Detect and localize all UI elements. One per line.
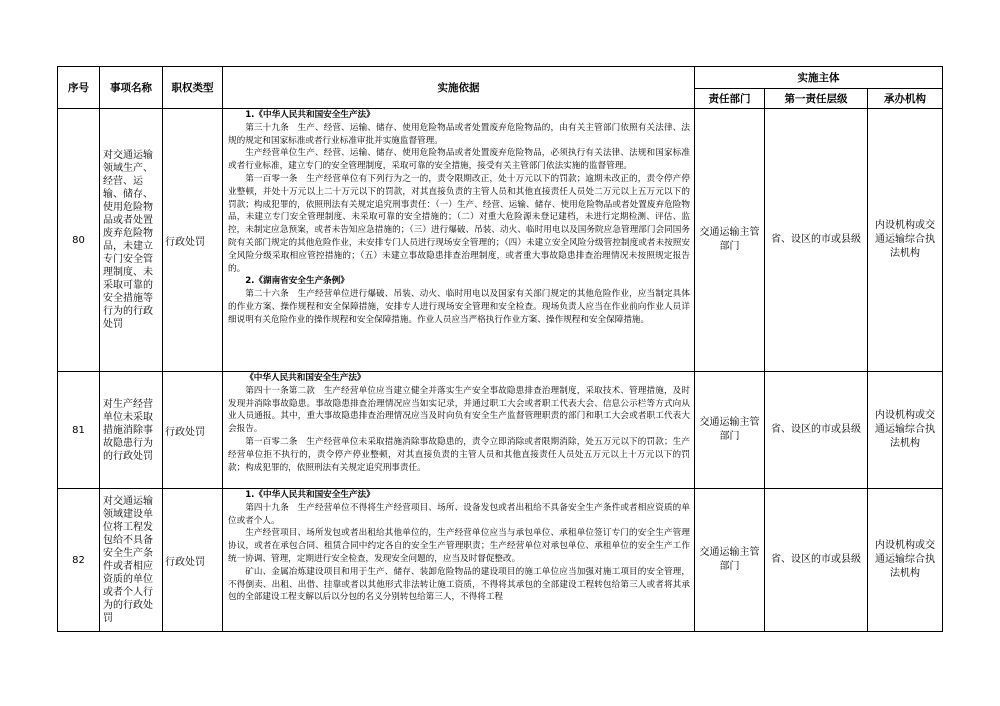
law-clause: 第三十九条 生产、经营、运输、储存、使用危险物品或者处置废弃危险物品的，由有关主管部门依照有关法律、法规的规定和国家标准或者行业标准审批并实施监督管理。 xyxy=(228,122,690,146)
law-clause: 第四十九条 生产经营单位不得将生产经营项目、场所、设备发包或者出租给不具备安全生产条件或者相应资质的单位或者个人。 xyxy=(228,502,690,526)
handling-org: 内设机构或交通运输综合执法机构 xyxy=(868,109,943,372)
law-clause: 第一百零二条 生产经营单位未采取措施消除事故隐患的，责令立即消除或者限期消除，处五万元以下的罚款；生产经营单位拒不执行的，责令停产停业整顿，对其直接负责的主管人员和其他直接责任人员处五万元以上十万元以下的罚款；构成犯罪的，依照刑法有关规定追究刑事责任。 xyxy=(228,436,690,473)
responsibility-level: 省、设区的市或县级 xyxy=(765,372,868,489)
responsibility-level: 省、设区的市或县级 xyxy=(765,489,868,632)
authority-type: 行政处罚 xyxy=(163,489,223,632)
header-no: 序号 xyxy=(58,67,100,109)
table-row xyxy=(58,372,943,489)
law-clause: 第二十六条 生产经营单位进行爆破、吊装、动火、临时用电以及国家有关部门规定的其他危险作业，应当制定具体的作业方案、操作规程和安全保障措施，安排专人进行现场安全管理和安全检查。现场负责人应当在作业前向作业人员详细说明有关危险作业的操作规程和安全保障措施。作业人员应当严格执行作业方案、操作规程和安全保障措施。 xyxy=(228,289,690,325)
law-title: 2.《湖南省安全生产条例》 xyxy=(245,276,349,287)
law-clause: 第四十一条第二款 生产经营单位应当建立健全并落实生产安全事故隐患排查治理制度，采取技术、管理措施，及时发现并消除事故隐患。事故隐患排查治理情况应当如实记录，并通过职工大会或者职工代表大会、信息公示栏等方式向从业人员通报。其中，重大事故隐患排查治理情况应当及时向负有安全生产监督管理职责的部门和职工大会或者职工代表大会报告。 xyxy=(228,385,690,435)
authority-type: 行政处罚 xyxy=(163,109,223,372)
law-clause: 矿山、金属冶炼建设项目和用于生产、储存、装卸危险物品的建设项目的施工单位应当加强对施工项目的安全管理，不得倒卖、出租、出借、挂靠或者以其他形式非法转让施工资质，不得将其承包的全部建设工程转包给第三人或者将其承包的全部建设工程支解以后以分包的名义分别转包给第三人，不得将工程 xyxy=(228,566,690,603)
law-clause: 生产经营项目、场所发包或者出租给其他单位的，生产经营单位应当与承包单位、承租单位签订专门的安全生产管理协议，或者在承包合同、租赁合同中约定各自的安全生产管理职责；生产经营单位对承包单位、承租单位的安全生产工作统一协调、管理，定期进行安全检查，发现安全问题的，应当及时督促整改。 xyxy=(228,528,690,564)
table-row xyxy=(58,489,943,632)
header-level: 第一责任层级 xyxy=(765,89,868,109)
row-number: 80 xyxy=(58,109,100,372)
header-basis: 实施依据 xyxy=(223,67,695,109)
responsible-dept: 交通运输主管部门 xyxy=(695,109,765,372)
responsible-dept: 交通运输主管部门 xyxy=(695,489,765,632)
item-name: 对交通运输领域建设单位将工程发包给不具备安全生产条件或者相应资质的单位或者个人行为的行政处罚 xyxy=(100,489,163,632)
responsibility-level: 省、设区的市或县级 xyxy=(765,109,868,372)
law-title: 1.《中华人民共和国安全生产法》 xyxy=(245,490,375,500)
law-title: 1.《中华人民共和国安全生产法》 xyxy=(245,110,375,120)
header-subject: 实施主体 xyxy=(695,67,943,89)
law-title: 《中华人民共和国安全生产法》 xyxy=(245,373,366,383)
header-org: 承办机构 xyxy=(868,89,943,109)
header-type: 职权类型 xyxy=(163,67,223,109)
item-name: 对生产经营单位未采取措施消除事故隐患行为的行政处罚 xyxy=(100,372,163,489)
item-name: 对交通运输领域生产、经营、运输、储存、使用危险物品或者处置废弃危险物品，未建立专门安全管理制度、未采取可靠的安全措施等行为的行政处罚 xyxy=(100,109,163,372)
legal-basis xyxy=(223,372,695,489)
row-number: 82 xyxy=(58,489,100,632)
responsible-dept: 交通运输主管部门 xyxy=(695,372,765,489)
law-clause: 生产经营单位生产、经营、运输、储存、使用危险物品或者处置废弃危险物品，必须执行有关法律、法规和国家标准或者行业标准，建立专门的安全管理制度，采取可靠的安全措施，接受有关主管部门依法实施的监督管理。 xyxy=(228,148,690,172)
handling-org: 内设机构或交通运输综合执法机构 xyxy=(868,372,943,489)
authority-type: 行政处罚 xyxy=(163,372,223,489)
header-dept: 责任部门 xyxy=(695,89,765,109)
header-name: 事项名称 xyxy=(100,67,163,109)
authority-table xyxy=(57,66,943,632)
legal-basis xyxy=(223,489,695,632)
law-clause: 第一百零一条 生产经营单位有下列行为之一的，责令限期改正，处十万元以下的罚款；逾期未改正的，责令停产停业整顿，并处十万元以上二十万元以下的罚款，对其直接负责的主管人员和其他直接责任人员处二万元以上五万元以下的罚款；构成犯罪的，依照刑法有关规定追究刑事责任：（一）生产、经营、运输、储存、使用危险物品或者处置废弃危险物品，未建立专门安全管理制度、未采取可靠的安全措施的；（二）对重大危险源未登记建档，未进行定期检测、评估、监控，未制定应急预案，或者未告知应急措施的；（三）进行爆破、吊装、动火、临时用电以及国务院应急管理部门会同国务院有关部门规定的其他危险作业，未安排专门人员进行现场安全管理的；（四）未建立安全风险分级管控制度或者未按照安全风险分级采取相应管控措施的；（五）未建立事故隐患排查治理制度，或者重大事故隐患排查治理情况未按照规定报告的。 xyxy=(228,173,690,274)
legal-basis xyxy=(223,109,695,372)
table-row xyxy=(58,109,943,372)
row-number: 81 xyxy=(58,372,100,489)
handling-org: 内设机构或交通运输综合执法机构 xyxy=(868,489,943,632)
